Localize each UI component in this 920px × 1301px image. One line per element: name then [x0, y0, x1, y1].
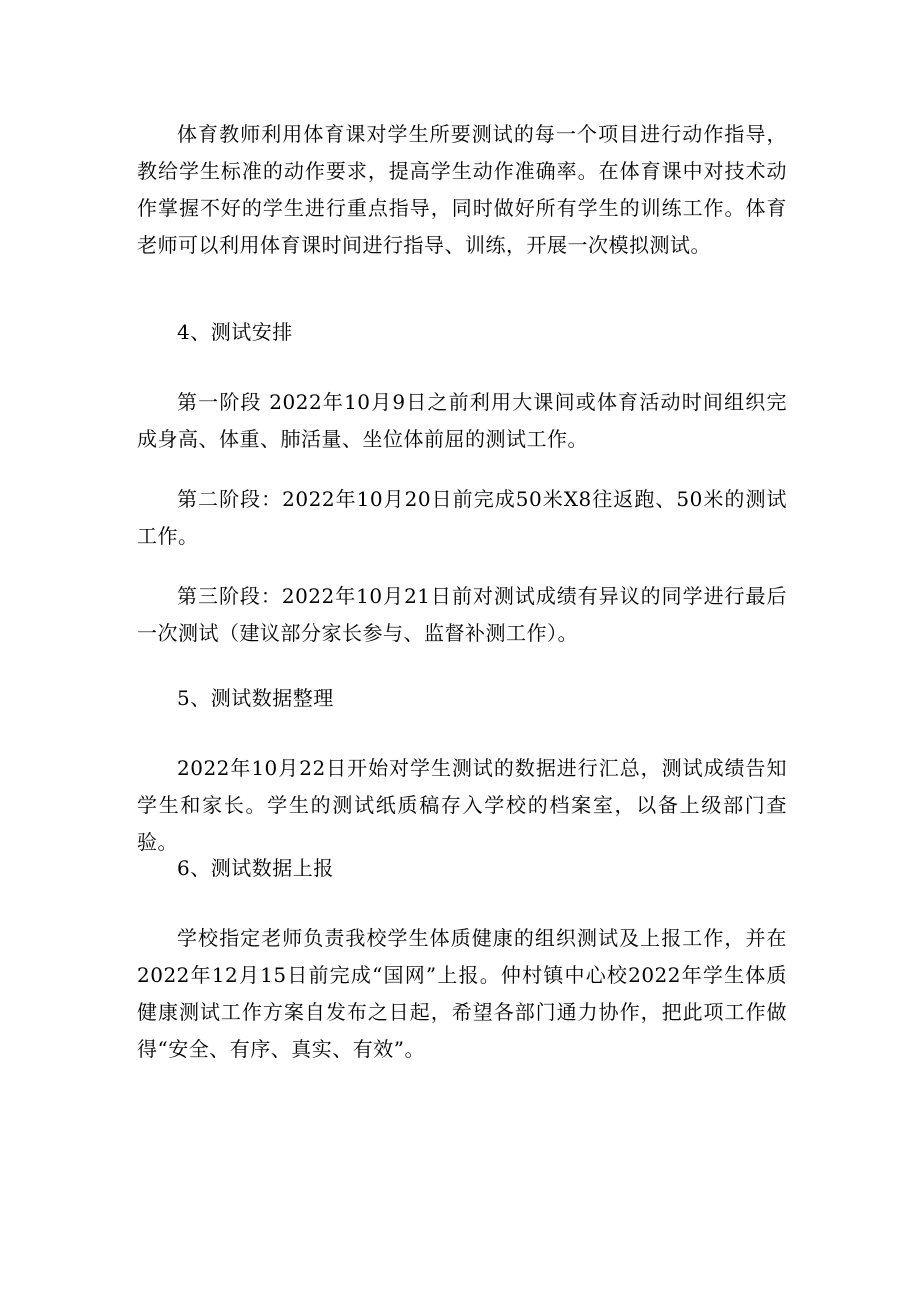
- section-heading-data-report: 6、测试数据上报: [177, 856, 334, 880]
- paragraph-teacher-guidance: 体育教师利用体育课对学生所要测试的每一个项目进行动作指导，教给学生标准的动作要求，提高学生动作准确率。在体育课中对技术动作掌握不好的学生进行重点指导，同时做好所有学生的训练工作。体育老师可以利用体育课时间进行指导、训练，开展一次模拟测试。: [137, 122, 787, 257]
- paragraph-stage-two: 第二阶段：2022年10月20日前完成50米X8往返跑、50米的测试工作。: [137, 487, 787, 548]
- paragraph-stage-three: 第三阶段：2022年10月21日前对测试成绩有异议的同学进行最后一次测试（建议部分家长参与、监督补测工作）。: [137, 584, 787, 645]
- paragraph-data-summary: 2022年10月22日开始对学生测试的数据进行汇总，测试成绩告知学生和家长。学生的测试纸质稿存入学校的档案室，以备上级部门查验。: [137, 756, 787, 854]
- paragraph-stage-one: 第一阶段 2022年10月9日之前利用大课间或体育活动时间组织完成身高、体重、肺活量、坐位体前屈的测试工作。: [137, 390, 787, 451]
- paragraph-report-closing: 学校指定老师负责我校学生体质健康的组织测试及上报工作，并在2022年12月15日前完成“国网”上报。仲村镇中心校2022年学生体质健康测试工作方案自发布之日起，希望各部门通力协作，把此项工作做得“安全、有序、真实、有效”。: [137, 926, 787, 1061]
- section-heading-data-organization: 5、测试数据整理: [177, 686, 334, 710]
- section-heading-test-schedule: 4、测试安排: [177, 320, 293, 344]
